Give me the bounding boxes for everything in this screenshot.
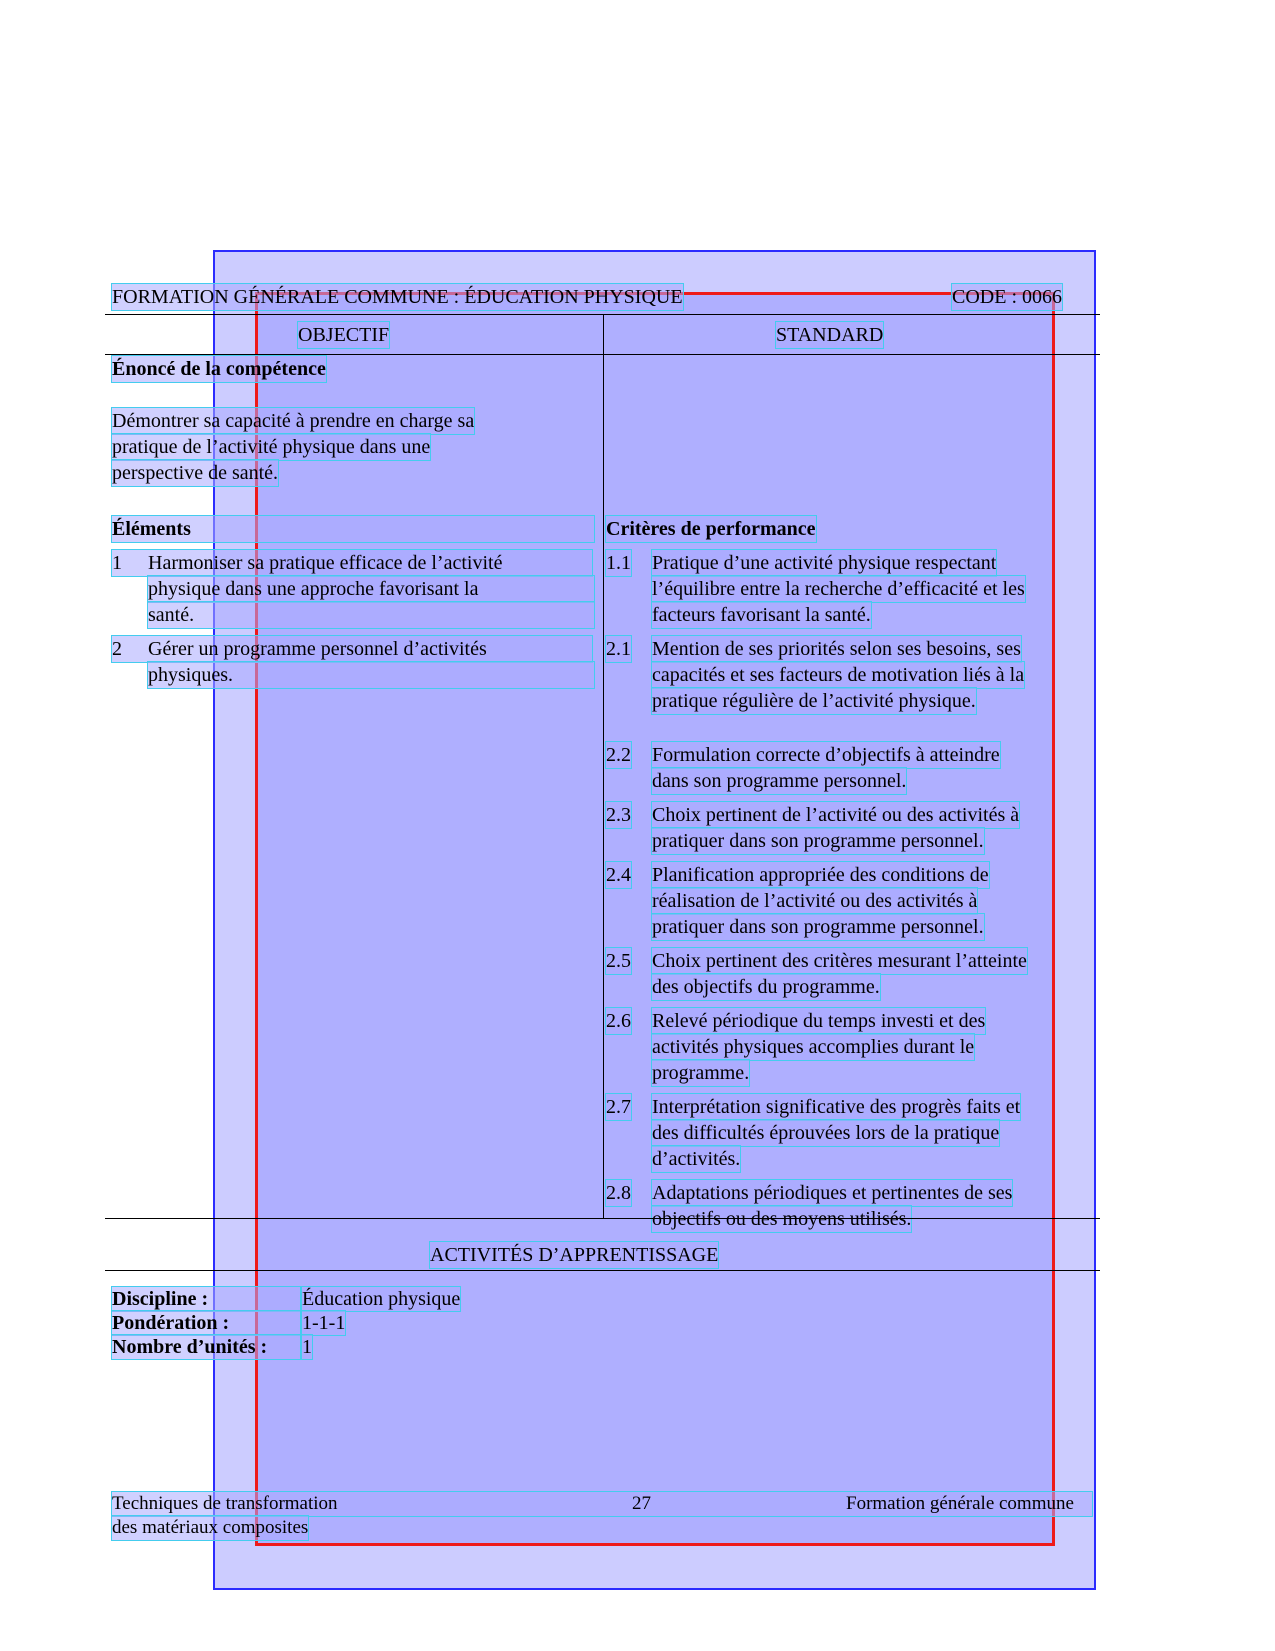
discipline-label: Discipline : xyxy=(112,1287,300,1311)
critere-line: réalisation de l’activité ou des activités à xyxy=(652,890,978,912)
ponderation-label: Pondération : xyxy=(112,1311,300,1335)
critere-number: 2.1 xyxy=(606,638,631,660)
criteres-heading: Critères de performance xyxy=(606,518,816,540)
footer-left-line-2: des matériaux composites xyxy=(112,1517,309,1538)
discipline-value: Éducation physique xyxy=(302,1288,461,1310)
critere-number: 2.5 xyxy=(606,950,631,972)
enonce-line: Démontrer sa capacité à prendre en charge sa xyxy=(112,410,475,432)
unites-value: 1 xyxy=(302,1336,312,1358)
critere-line: Relevé périodique du temps investi et des xyxy=(652,1010,986,1032)
element-number: 1 xyxy=(112,550,592,576)
element-number: 2 xyxy=(112,636,592,662)
rule-activites-bottom xyxy=(105,1270,1100,1271)
critere-number: 2.2 xyxy=(606,744,631,766)
critere-number: 2.7 xyxy=(606,1096,631,1118)
critere-line: Pratique d’une activité physique respectant xyxy=(652,552,997,574)
header-title: FORMATION GÉNÉRALE COMMUNE : ÉDUCATION PHYSIQUE xyxy=(112,286,683,308)
footer-left-line-1: Techniques de transformation xyxy=(112,1492,1092,1516)
critere-line: Interprétation significative des progrès faits et xyxy=(652,1096,1021,1118)
element-line: physiques. xyxy=(148,662,594,688)
rule-activites-top xyxy=(105,1218,1100,1219)
elements-heading: Éléments xyxy=(112,516,594,542)
critere-line: objectifs ou des moyens utilisés. xyxy=(652,1208,912,1230)
footer-page-number: 27 xyxy=(632,1493,651,1514)
ponderation-value: 1-1-1 xyxy=(302,1312,346,1334)
element-line: Gérer un programme personnel d’activités xyxy=(148,638,487,660)
critere-line: pratiquer dans son programme personnel. xyxy=(652,916,984,938)
element-line: physique dans une approche favorisant la xyxy=(148,576,594,602)
critere-line: programme. xyxy=(652,1062,750,1084)
critere-line: des difficultés éprouvées lors de la pratique xyxy=(652,1122,1000,1144)
critere-number: 2.8 xyxy=(606,1182,631,1204)
critere-line: Planification appropriée des conditions de xyxy=(652,864,989,886)
column-divider xyxy=(603,314,604,1218)
column-standard: STANDARD xyxy=(776,324,884,346)
critere-line: Choix pertinent des critères mesurant l’atteinte xyxy=(652,950,1027,972)
element-line: santé. xyxy=(148,602,594,628)
critere-number: 2.3 xyxy=(606,804,631,826)
critere-number: 1.1 xyxy=(606,552,631,574)
critere-line: capacités et ses facteurs de motivation liés à la xyxy=(652,664,1025,686)
critere-line: des objectifs du programme. xyxy=(652,976,880,998)
enonce-heading: Énoncé de la compétence xyxy=(112,358,326,380)
footer-right: Formation générale commune xyxy=(846,1493,1074,1514)
enonce-line: perspective de santé. xyxy=(112,462,279,484)
critere-number: 2.6 xyxy=(606,1010,631,1032)
header-code: CODE : 0066 xyxy=(952,286,1062,308)
critere-line: Choix pertinent de l’activité ou des activités à xyxy=(652,804,1020,826)
critere-line: pratique régulière de l’activité physique. xyxy=(652,690,976,712)
activites-heading: ACTIVITÉS D’APPRENTISSAGE xyxy=(430,1244,719,1266)
element-line: Harmoniser sa pratique efficace de l’activité xyxy=(148,552,503,574)
critere-line: Adaptations périodiques et pertinentes de ses xyxy=(652,1182,1013,1204)
critere-line: Formulation correcte d’objectifs à atteindre xyxy=(652,744,1000,766)
critere-line: dans son programme personnel. xyxy=(652,770,907,792)
unites-label: Nombre d’unités : xyxy=(112,1335,300,1359)
critere-line: pratiquer dans son programme personnel. xyxy=(652,830,984,852)
critere-number: 2.4 xyxy=(606,864,631,886)
critere-line: Mention de ses priorités selon ses besoins, ses xyxy=(652,638,1021,660)
critere-line: facteurs favorisant la santé. xyxy=(652,604,871,626)
critere-line: d’activités. xyxy=(652,1148,741,1170)
critere-line: activités physiques accomplies durant le xyxy=(652,1036,975,1058)
critere-line: l’équilibre entre la recherche d’efficacité et les xyxy=(652,578,1025,600)
enonce-line: pratique de l’activité physique dans une xyxy=(112,436,431,458)
column-objectif: OBJECTIF xyxy=(298,324,390,346)
